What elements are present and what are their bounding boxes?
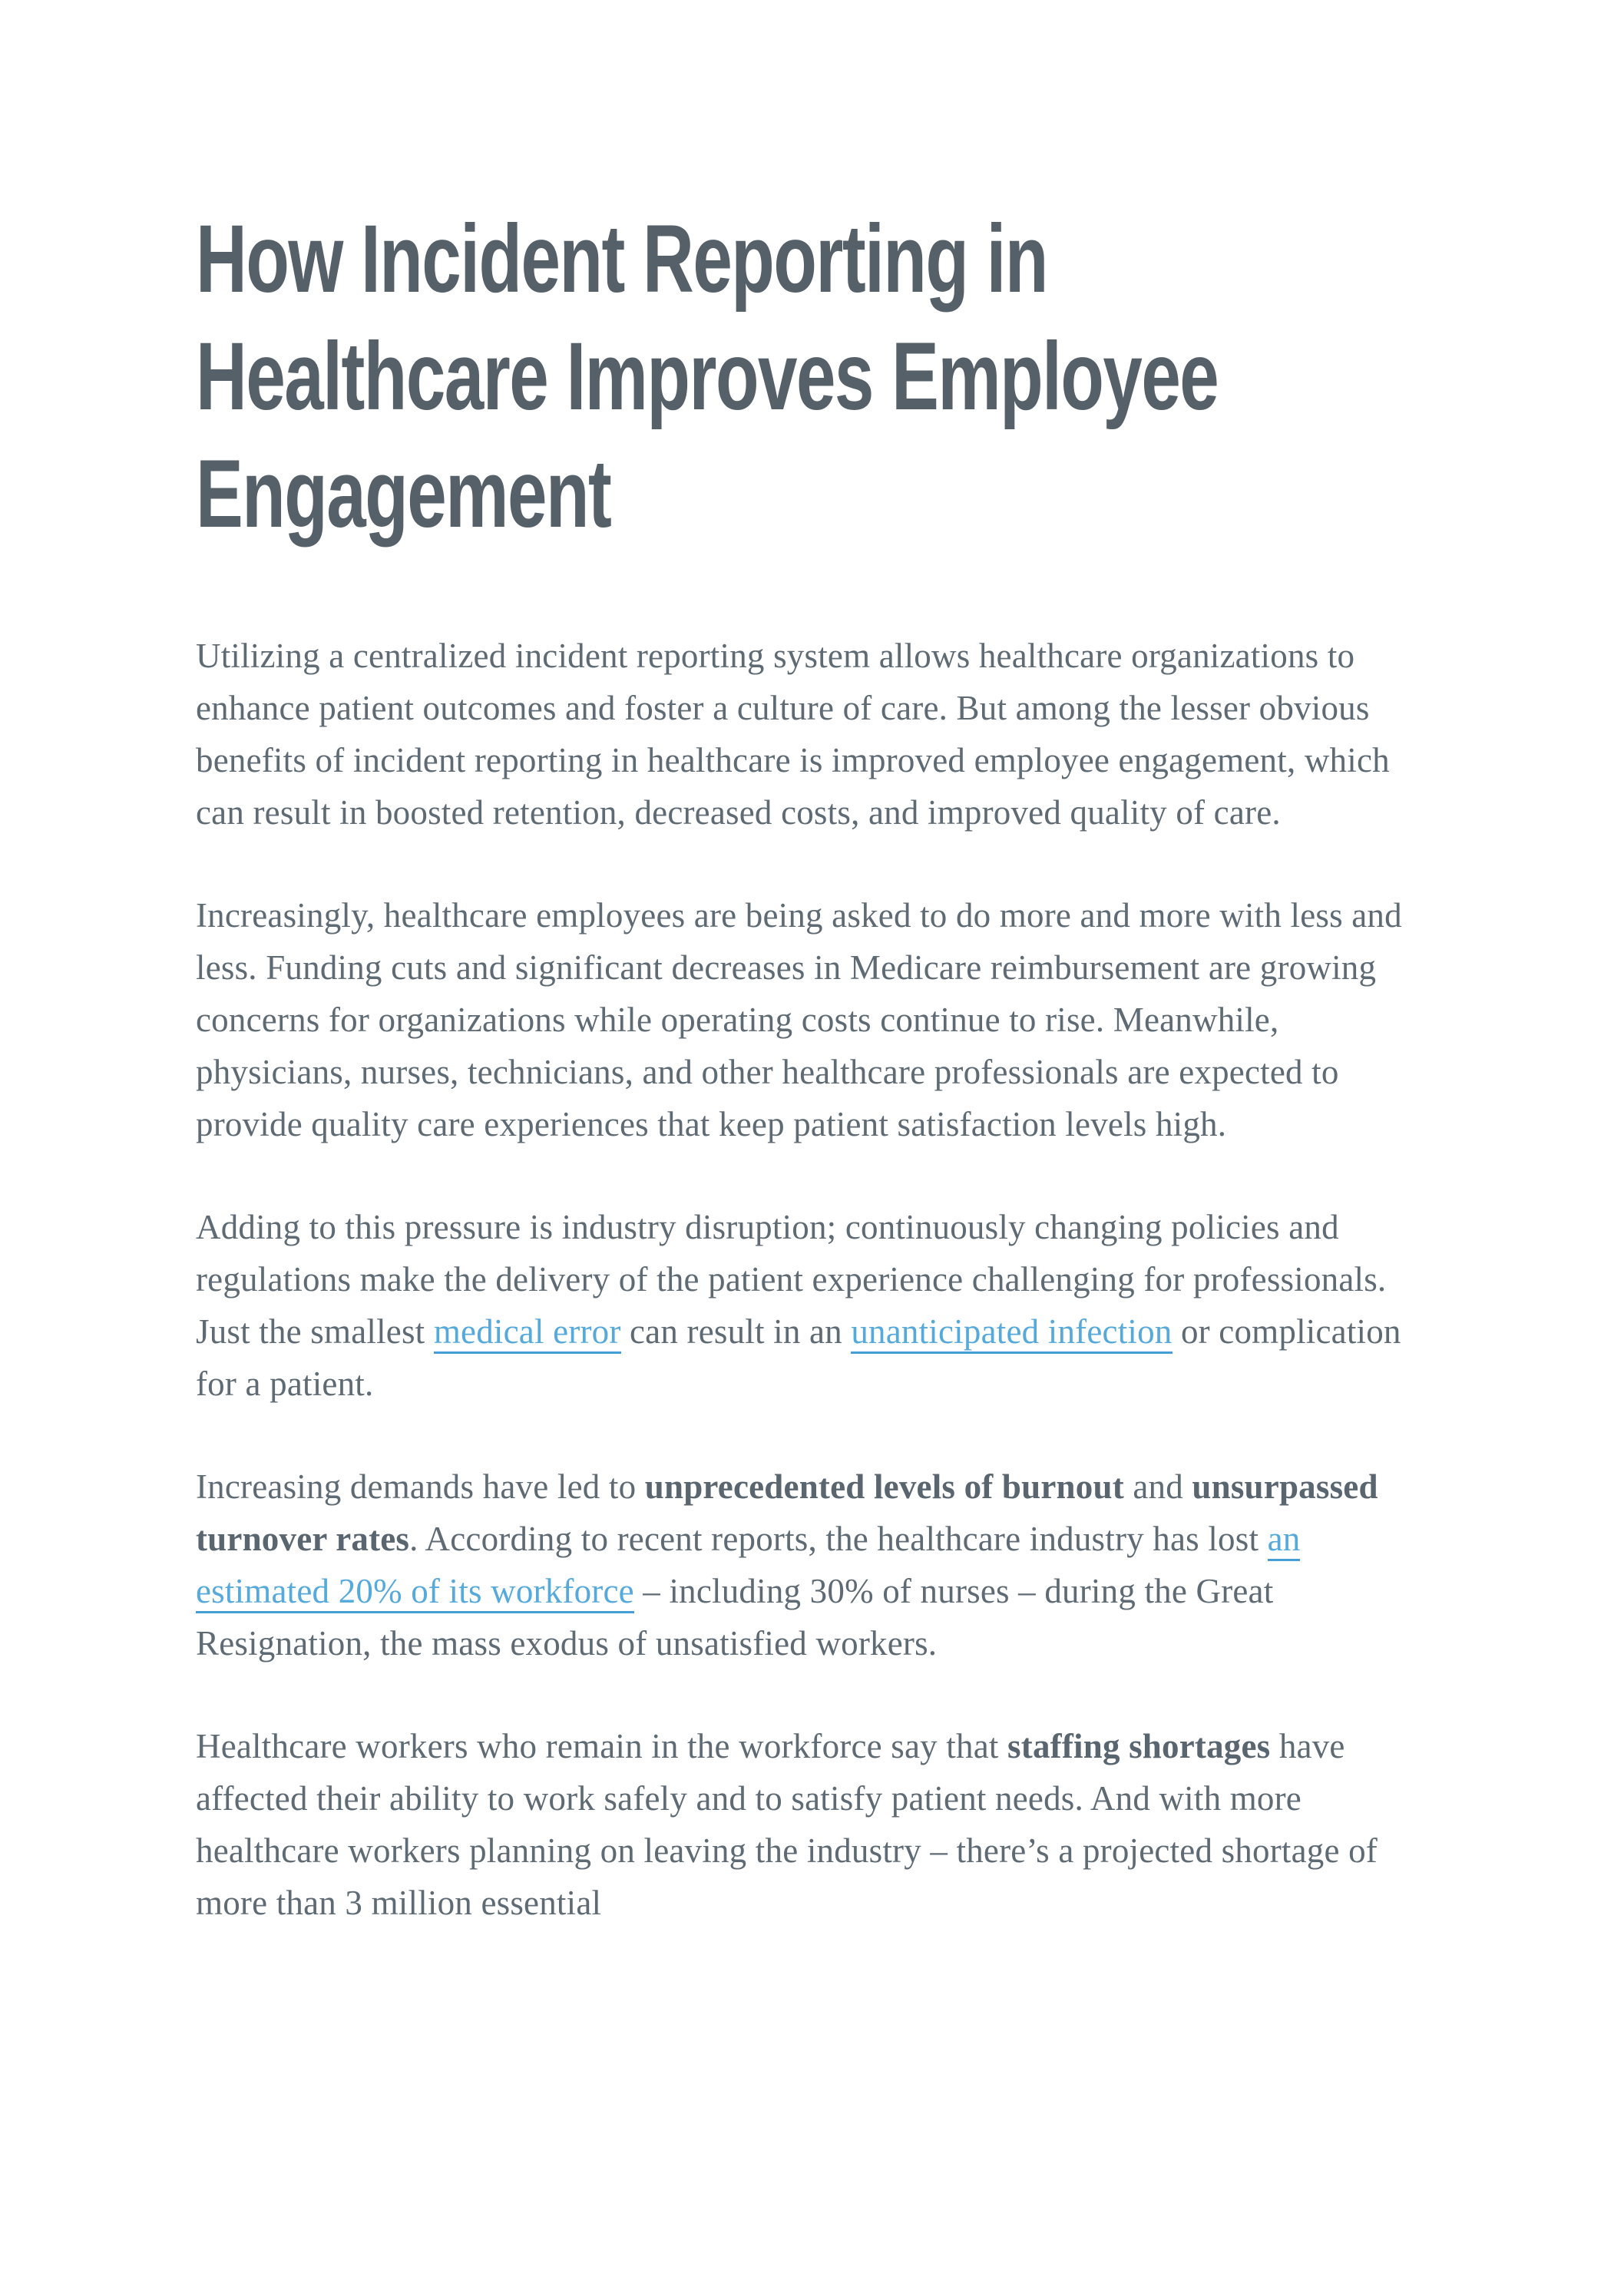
text-run: or complication for a patient. [196, 1312, 1401, 1403]
text-run: and [1123, 1467, 1192, 1506]
paragraph-intro [196, 630, 1405, 839]
text-run: . According to recent reports, the healthcare industry has lost [409, 1520, 1268, 1558]
page-title-line-3: Engagement [196, 441, 611, 548]
link-unanticipated-infection[interactable]: unanticipated infection [851, 1312, 1172, 1354]
text-run: Healthcare workers who remain in the workforce say that [196, 1727, 1008, 1765]
paragraph-staffing [196, 1720, 1405, 1929]
paragraph-disruption [196, 1201, 1405, 1410]
text-run: have affected their ability to work safely and to satisfy patient needs. And with more healthcare workers planning on leaving the industry – there’s a projected shortage of more than 3 million essential [196, 1727, 1378, 1922]
text-run: Utilizing a centralized incident reporting system allows healthcare organizations to enhance patient outcomes and foster a culture of care. But among the lesser obvious benefits of incident reporting in healthcare is improved employee engagement, which can result in boosted retention, decreased costs, and improved quality of care. [196, 637, 1390, 832]
text-run: Adding to this pressure is industry disruption; continuously changing policies and regulations make the delivery of the patient experience challenging for professionals. Just the smallest [196, 1208, 1387, 1351]
text-run: Increasingly, healthcare employees are being asked to do more and more with less and less. Funding cuts and significant decreases in Medicare reimbursement are growing concerns for organizations while operating costs continue to rise. Meanwhile, physicians, nurses, technicians, and other healthcare professionals are expected to provide quality care experiences that keep patient satisfaction levels high. [196, 896, 1402, 1143]
link-estimated-workforce-loss[interactable]: an estimated 20% of its workforce [196, 1520, 1300, 1613]
page-title-line-1: How Incident Reporting in [196, 206, 1047, 313]
text-run: Increasing demands have led to [196, 1467, 645, 1506]
bold-staffing-shortages: staffing shortages [1007, 1727, 1271, 1765]
text-run: can result in an [620, 1312, 852, 1351]
page-title [196, 200, 1405, 553]
text-run: – including 30% of nurses – during the Great Resignation, the mass exodus of unsatisfied workers. [196, 1572, 1274, 1662]
link-medical-error[interactable]: medical error [434, 1312, 621, 1354]
paragraph-burnout [196, 1461, 1405, 1669]
page-title-line-2: Healthcare Improves Employee [196, 323, 1219, 430]
paragraph-demands [196, 889, 1405, 1150]
bold-turnover-rates: unsurpassed turnover rates [196, 1467, 1378, 1558]
bold-unprecedented-burnout: unprecedented levels of burnout [644, 1467, 1124, 1506]
